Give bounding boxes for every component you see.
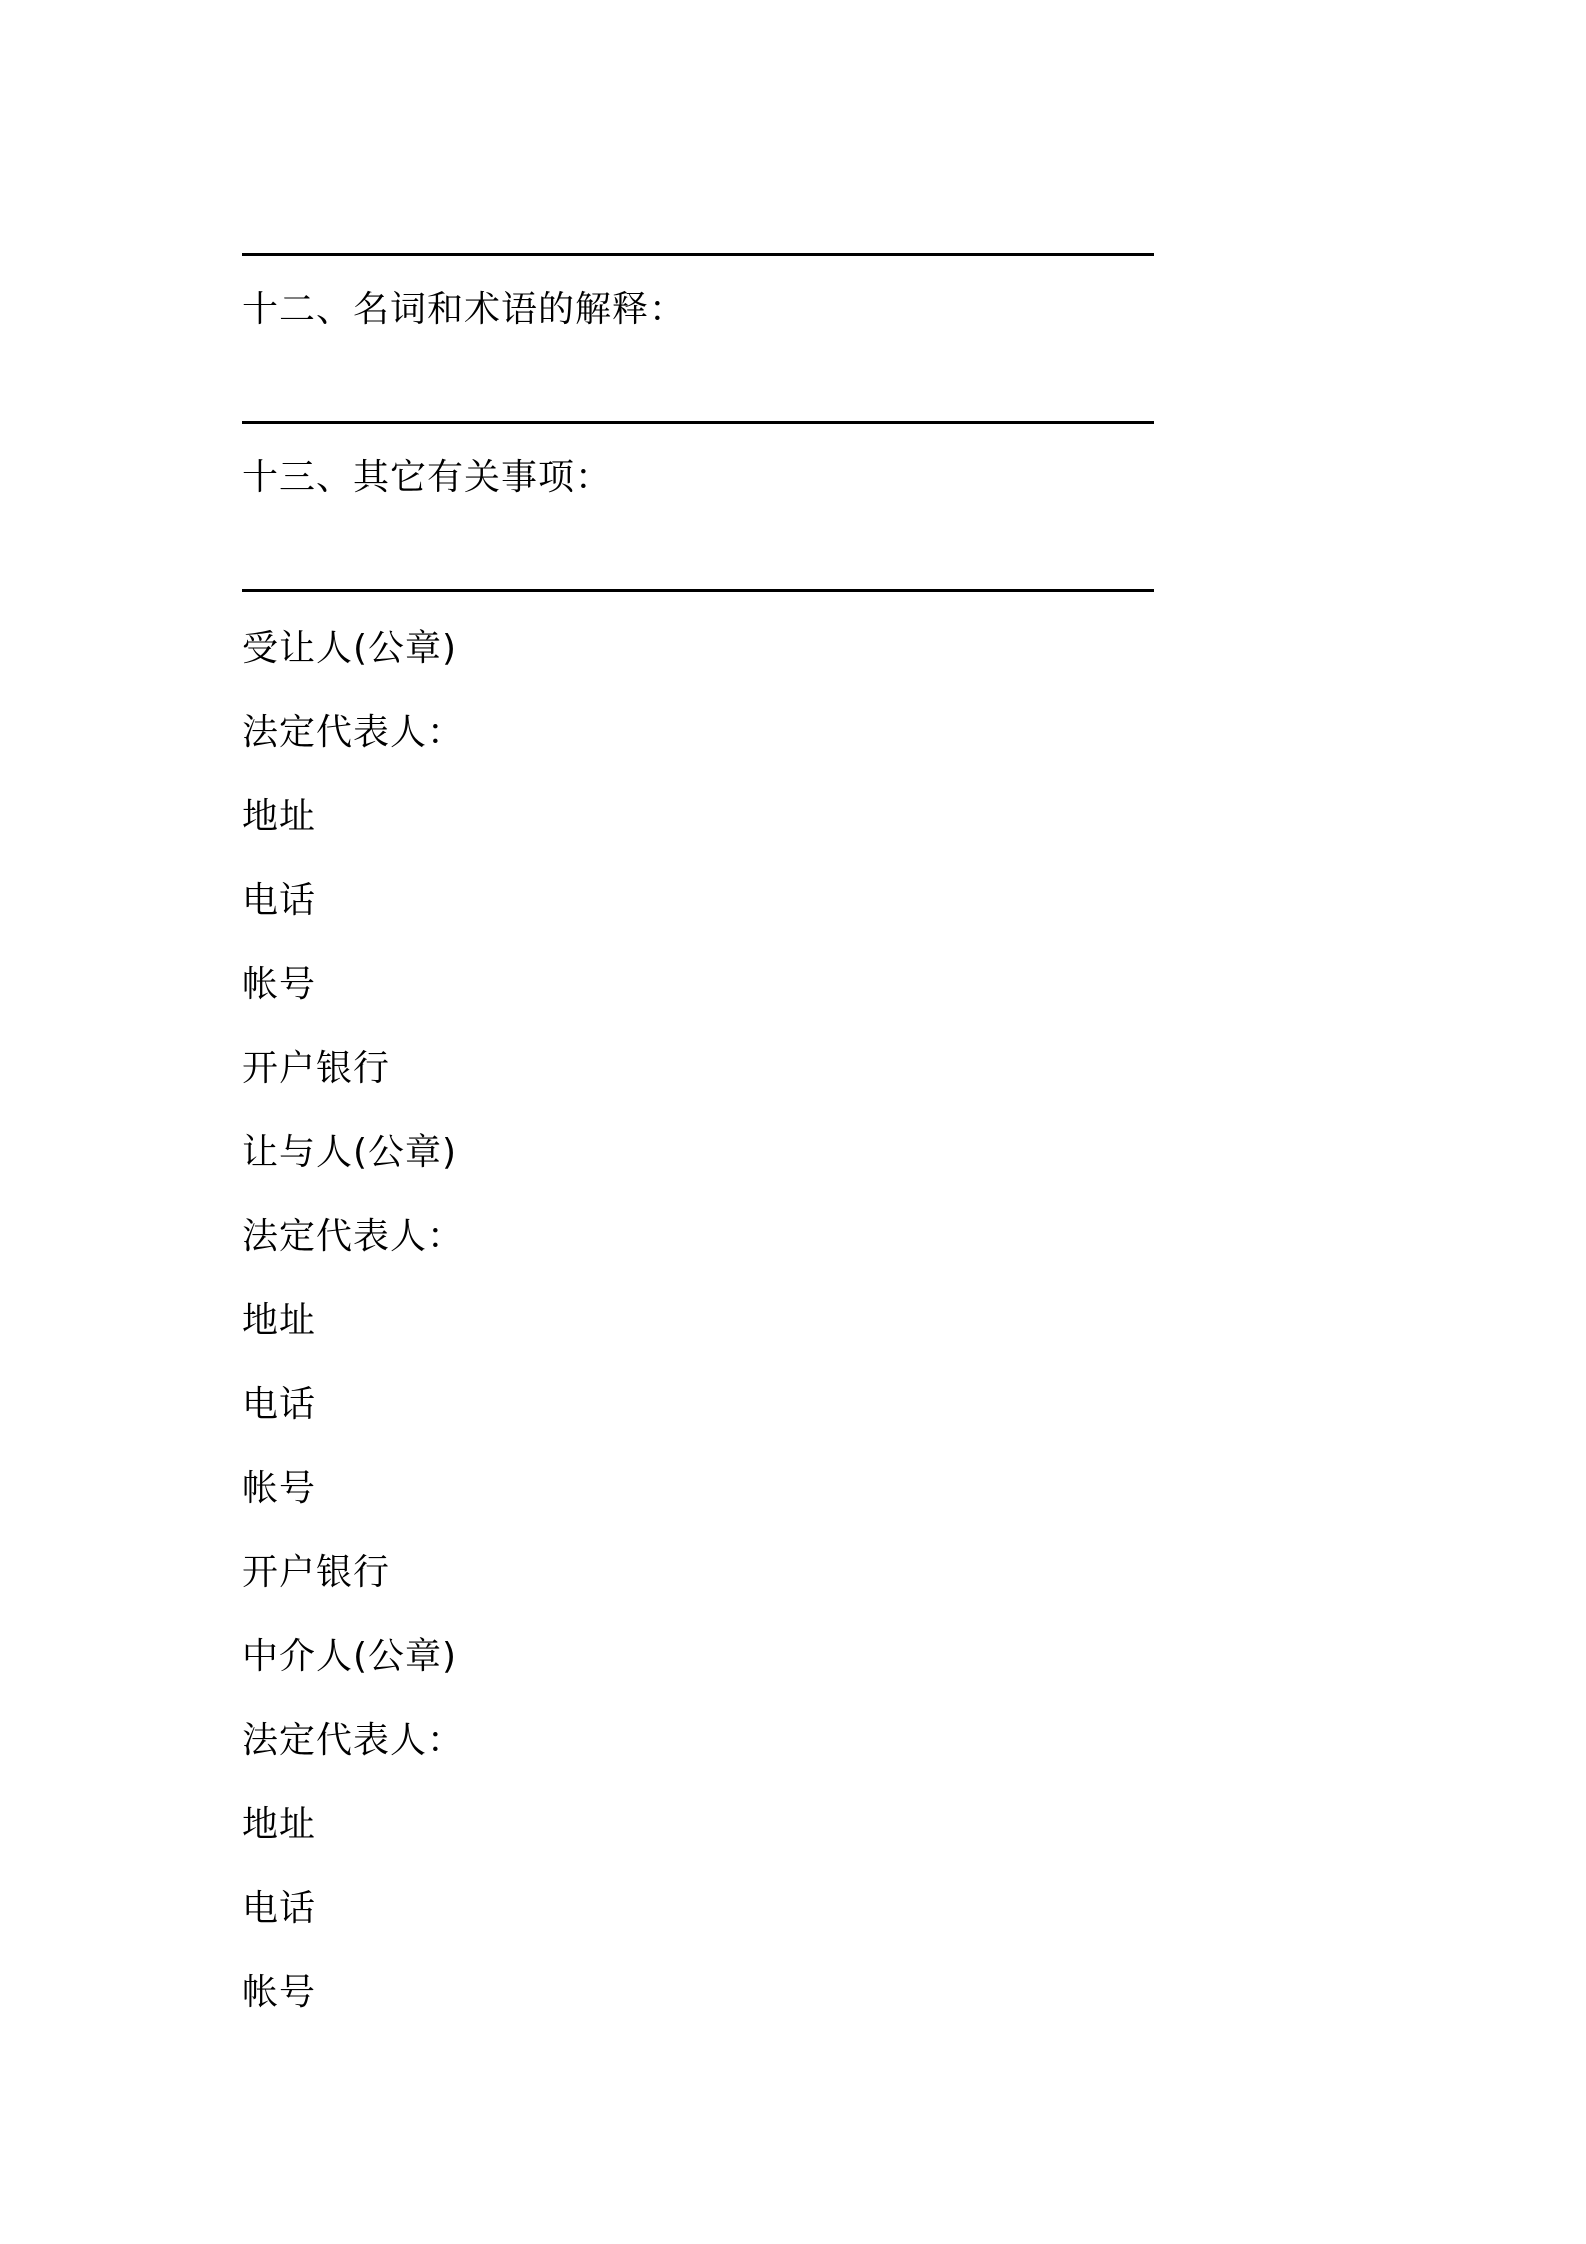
field-account: 帐号 <box>242 1468 317 1509</box>
field-legal-representative: 法定代表人： <box>242 1216 465 1257</box>
field-legal-representative: 法定代表人： <box>242 712 465 753</box>
field-bank: 开户银行 <box>242 1048 391 1089</box>
field-address: 地址 <box>242 1300 317 1341</box>
blank-fill-line <box>242 253 1154 256</box>
field-account: 帐号 <box>242 964 317 1005</box>
party-role-intermediary: 中介人(公章) <box>242 1636 458 1677</box>
field-legal-representative: 法定代表人： <box>242 1720 465 1761</box>
field-account: 帐号 <box>242 1972 317 2013</box>
blank-fill-line <box>242 589 1154 592</box>
field-address: 地址 <box>242 1804 317 1845</box>
section-heading-terms: 十二、名词和术语的解释： <box>242 289 687 330</box>
field-phone: 电话 <box>242 1888 317 1929</box>
field-bank: 开户银行 <box>242 1552 391 1593</box>
field-phone: 电话 <box>242 880 317 921</box>
blank-fill-line <box>242 421 1154 424</box>
field-address: 地址 <box>242 796 317 837</box>
party-role-assignor: 让与人(公章) <box>242 1132 458 1173</box>
section-heading-other-matters: 十三、其它有关事项： <box>242 457 613 498</box>
party-role-assignee: 受让人(公章) <box>242 628 458 669</box>
field-phone: 电话 <box>242 1384 317 1425</box>
